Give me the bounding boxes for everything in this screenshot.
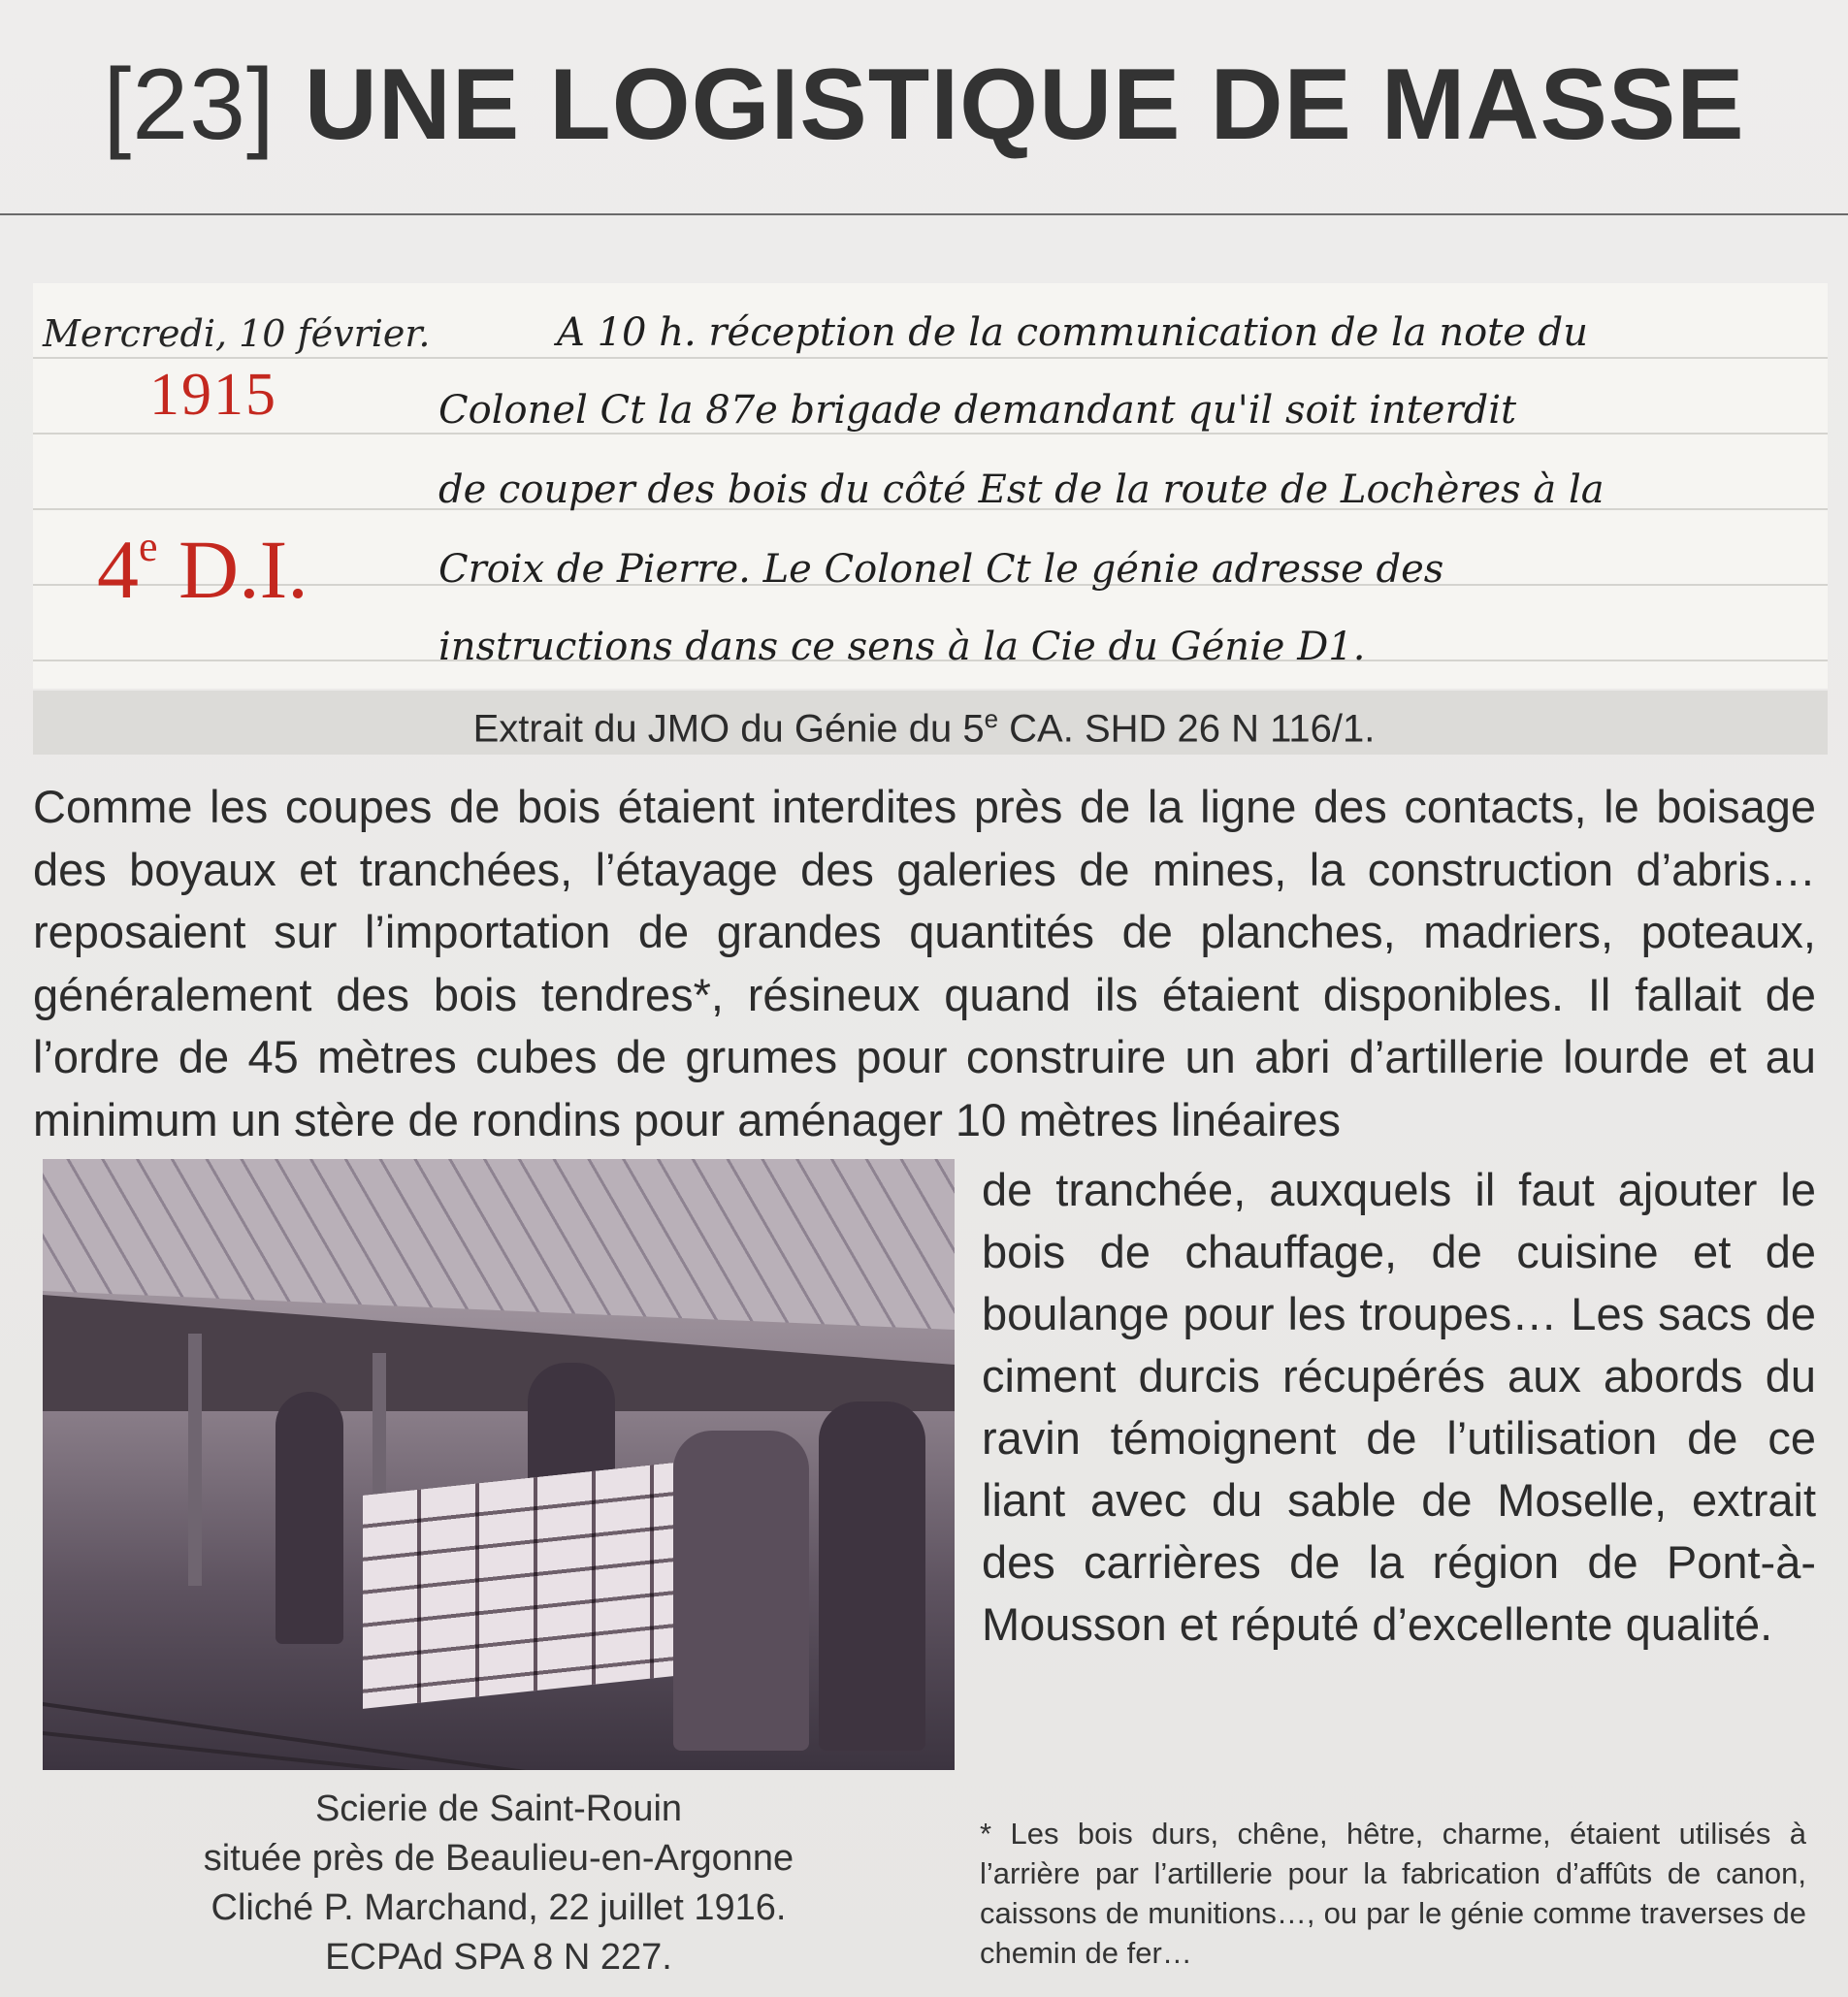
body-paragraph-text: Comme les coupes de bois étaient interdites près de la ligne des contacts, le boisage des boyaux et tranchées, l’étayage des galeries de mines, la construction d’abris… reposaient sur l’importation de grandes quantités de planches, madriers, poteaux, généralement des bois tendres*, résineux quand ils étaient disponibles. Il fallait de l’ordre de 45 mètres cubes de grumes pour construire un abri d’artillerie lourde et au minimum un stère de rondins pour aménager 10 mètres linéaires bbox=[33, 781, 1816, 1145]
photo-caption-line: située près de Beaulieu-en-Argonne bbox=[203, 1838, 794, 1879]
caption-post: CA. SHD 26 N 116/1. bbox=[998, 707, 1376, 751]
division-sup: e bbox=[139, 523, 158, 570]
caption-sup: e bbox=[984, 704, 999, 733]
manuscript-line: instructions dans ce sens à la Cie du Génie D1. bbox=[438, 625, 1366, 669]
photo-post bbox=[188, 1334, 202, 1586]
title-text: UNE LOGISTIQUE DE MASSE bbox=[304, 48, 1745, 161]
photo-rail bbox=[43, 1731, 660, 1770]
photo-worker bbox=[819, 1401, 925, 1751]
manuscript-date: Mercredi, 10 février. bbox=[43, 312, 431, 355]
manuscript-line: A 10 h. réception de la communication de la note du bbox=[557, 310, 1589, 355]
caption-pre: Extrait du JMO du Génie du 5 bbox=[472, 707, 985, 751]
manuscript-line: de couper des bois du côté Est de la route de Lochères à la bbox=[438, 467, 1605, 512]
division-text: D.I. bbox=[178, 523, 308, 616]
side-paragraph: de tranchée, auxquels il faut ajouter le bois de chauffage, de cuisine et de boulange pour les troupes… Les sacs de ciment durcis récupérés aux abords du ravin témoignent de l’utilisation de ce liant avec du sable de Moselle, extrait des carrières de la région de Pont-à-Mousson et réputé d’excellente qualité. bbox=[982, 1164, 1816, 1650]
manuscript-extract bbox=[33, 283, 1828, 689]
sawmill-photo bbox=[43, 1159, 955, 1770]
photo-caption bbox=[43, 1785, 955, 1982]
page-title bbox=[0, 47, 1848, 163]
photo-caption-line: Cliché P. Marchand, 22 juillet 1916. bbox=[211, 1887, 787, 1928]
manuscript-caption bbox=[0, 704, 1848, 751]
photo-caption-line: ECPAd SPA 8 N 227. bbox=[325, 1937, 672, 1978]
manuscript-division bbox=[97, 521, 308, 618]
title-number: [23] bbox=[103, 48, 276, 161]
photo-caption-line: Scierie de Saint-Rouin bbox=[314, 1788, 683, 1829]
division-number: 4 bbox=[97, 523, 139, 616]
photo-timber-stack bbox=[363, 1463, 673, 1709]
manuscript-line: Colonel Ct la 87e brigade demandant qu'il soit interdit bbox=[438, 388, 1517, 433]
manuscript-line: Croix de Pierre. Le Colonel Ct le génie adresse des bbox=[438, 547, 1444, 592]
title-divider bbox=[0, 213, 1848, 215]
photo-worker bbox=[276, 1392, 343, 1644]
photo-worker bbox=[673, 1431, 809, 1751]
body-paragraph bbox=[33, 776, 1816, 1151]
manuscript-year: 1915 bbox=[149, 362, 277, 428]
footnote: * Les bois durs, chêne, hêtre, charme, étaient utilisés à l’arrière par l’artillerie pour la fabrication d’affûts de canon, caissons de munitions…, ou par le génie comme traverses de chemin de fer… bbox=[980, 1817, 1806, 1970]
photo-rail bbox=[43, 1702, 619, 1770]
